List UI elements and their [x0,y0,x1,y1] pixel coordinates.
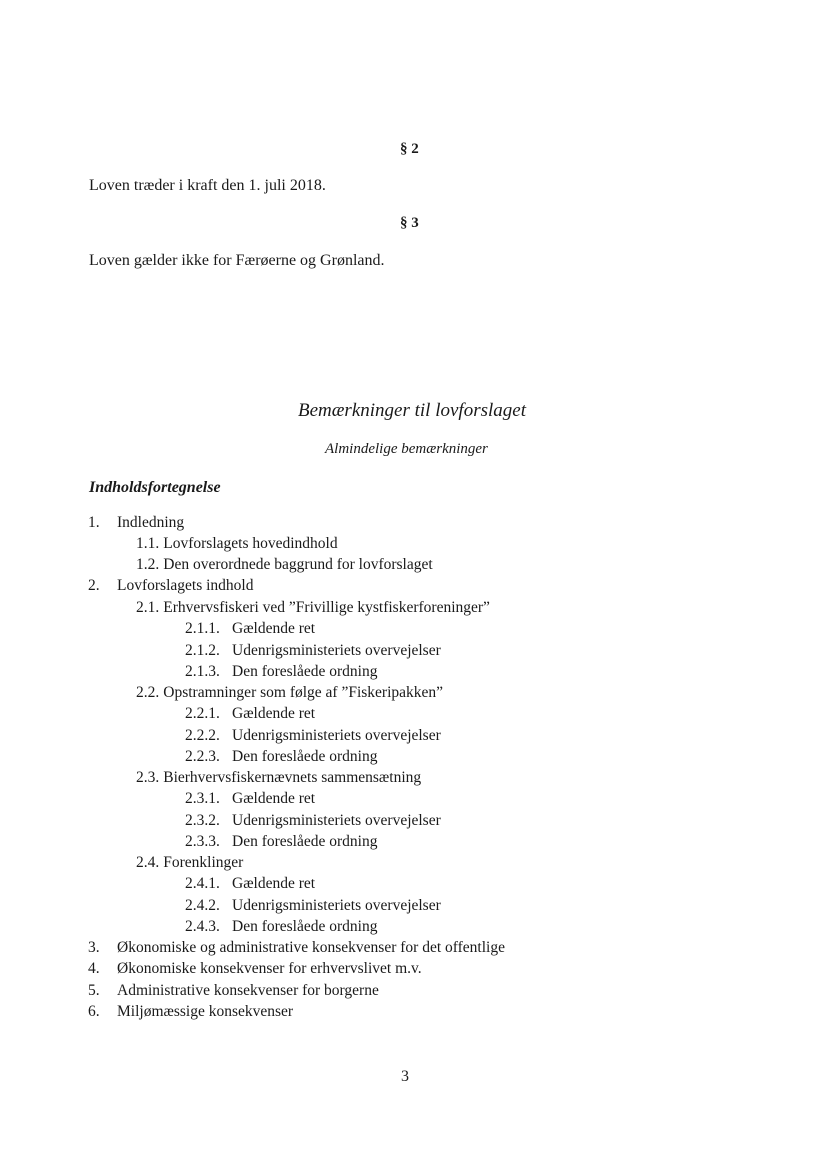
toc-item-number: 2.4.1. [185,875,220,892]
toc-item-number: 1. [88,514,100,531]
toc-item-number: 2. [88,577,100,594]
toc-item [185,918,377,936]
toc-item [185,620,315,638]
toc-item-label: Erhvervsfiskeri ved ”Frivillige kystfiskerforeninger” [163,599,490,616]
toc-item-label: Den foreslåede ordning [232,663,378,680]
toc-item-number: 2.2.1. [185,705,220,722]
toc-heading: Indholdsfortegnelse [89,479,221,496]
toc-item [185,663,377,681]
remarks-title: Bemærkninger til lovforslaget [298,400,526,421]
toc-item [185,875,315,893]
section-text-3: Loven gælder ikke for Færøerne og Grønland. [89,252,385,269]
toc-item-label: Økonomiske og administrative konsekvenser for det offentlige [117,939,505,956]
toc-item-number: 1.1. [136,535,160,552]
toc-item-number: 2.3.3. [185,833,220,850]
toc-item-number: 6. [88,1003,100,1020]
toc-item-number: 2.1. [136,599,160,616]
remarks-subtitle: Almindelige bemærkninger [325,441,488,457]
toc-item-label: Den overordnede baggrund for lovforslaget [163,556,433,573]
toc-item [88,1003,293,1021]
toc-item [185,790,315,808]
toc-item-label: Lovforslagets indhold [117,577,254,594]
toc-item-label: Udenrigsministeriets overvejelser [232,727,441,744]
toc-item [185,727,441,745]
toc-item-number: 2.4. [136,854,160,871]
toc-item-label: Forenklinger [163,854,244,871]
toc-item [88,939,505,957]
page-number: 3 [401,1068,409,1085]
toc-item [88,982,379,1000]
toc-item-number: 2.4.2. [185,897,220,914]
toc-item [185,705,315,723]
toc-item [185,748,377,766]
toc-item-label: Bierhvervsfiskernævnets sammensætning [163,769,422,786]
toc-item [88,514,184,532]
toc-item [185,812,441,830]
section-heading-3: § 3 [400,215,419,231]
toc-item-number: 2.2.2. [185,727,220,744]
toc-item-label: Gældende ret [232,875,316,892]
section-text-2: Loven træder i kraft den 1. juli 2018. [89,177,326,194]
toc-item-label: Udenrigsministeriets overvejelser [232,897,441,914]
toc-item-number: 2.2. [136,684,160,701]
toc-item-label: Lovforslagets hovedindhold [163,535,338,552]
toc-item-label: Miljømæssige konsekvenser [117,1003,294,1020]
toc-item [136,535,338,553]
toc-item-number: 4. [88,960,100,977]
toc-item [88,577,253,595]
toc-item-number: 2.2.3. [185,748,220,765]
toc-item-label: Indledning [117,514,185,531]
toc-item-label: Den foreslåede ordning [232,918,378,935]
toc-item [185,642,441,660]
toc-item-label: Den foreslåede ordning [232,748,378,765]
toc-item [136,599,490,617]
toc-item-number: 1.2. [136,556,160,573]
toc-item-number: 3. [88,939,100,956]
toc-item-number: 2.1.1. [185,620,220,637]
toc-item-number: 5. [88,982,100,999]
toc-item [136,556,433,574]
toc-item [185,833,377,851]
toc-item-number: 2.1.3. [185,663,220,680]
toc-item-label: Økonomiske konsekvenser for erhvervslivet m.v. [117,960,422,977]
toc-item [185,897,441,915]
toc-item-label: Gældende ret [232,620,316,637]
toc-item-label: Gældende ret [232,705,316,722]
toc-item-number: 2.3.1. [185,790,220,807]
toc-item [136,684,443,702]
toc-item-label: Opstramninger som følge af ”Fiskeripakken” [163,684,444,701]
toc-item-number: 2.1.2. [185,642,220,659]
toc-item-label: Udenrigsministeriets overvejelser [232,812,441,829]
toc-item-number: 2.3. [136,769,160,786]
toc-item-label: Gældende ret [232,790,316,807]
section-heading-2: § 2 [400,141,419,157]
toc-item-label: Udenrigsministeriets overvejelser [232,642,441,659]
toc-item [88,960,422,978]
toc-item [136,854,243,872]
toc-item-label: Administrative konsekvenser for borgerne [117,982,379,999]
toc-item-label: Den foreslåede ordning [232,833,378,850]
toc-item-number: 2.3.2. [185,812,220,829]
toc-item-number: 2.4.3. [185,918,220,935]
toc-item [136,769,421,787]
